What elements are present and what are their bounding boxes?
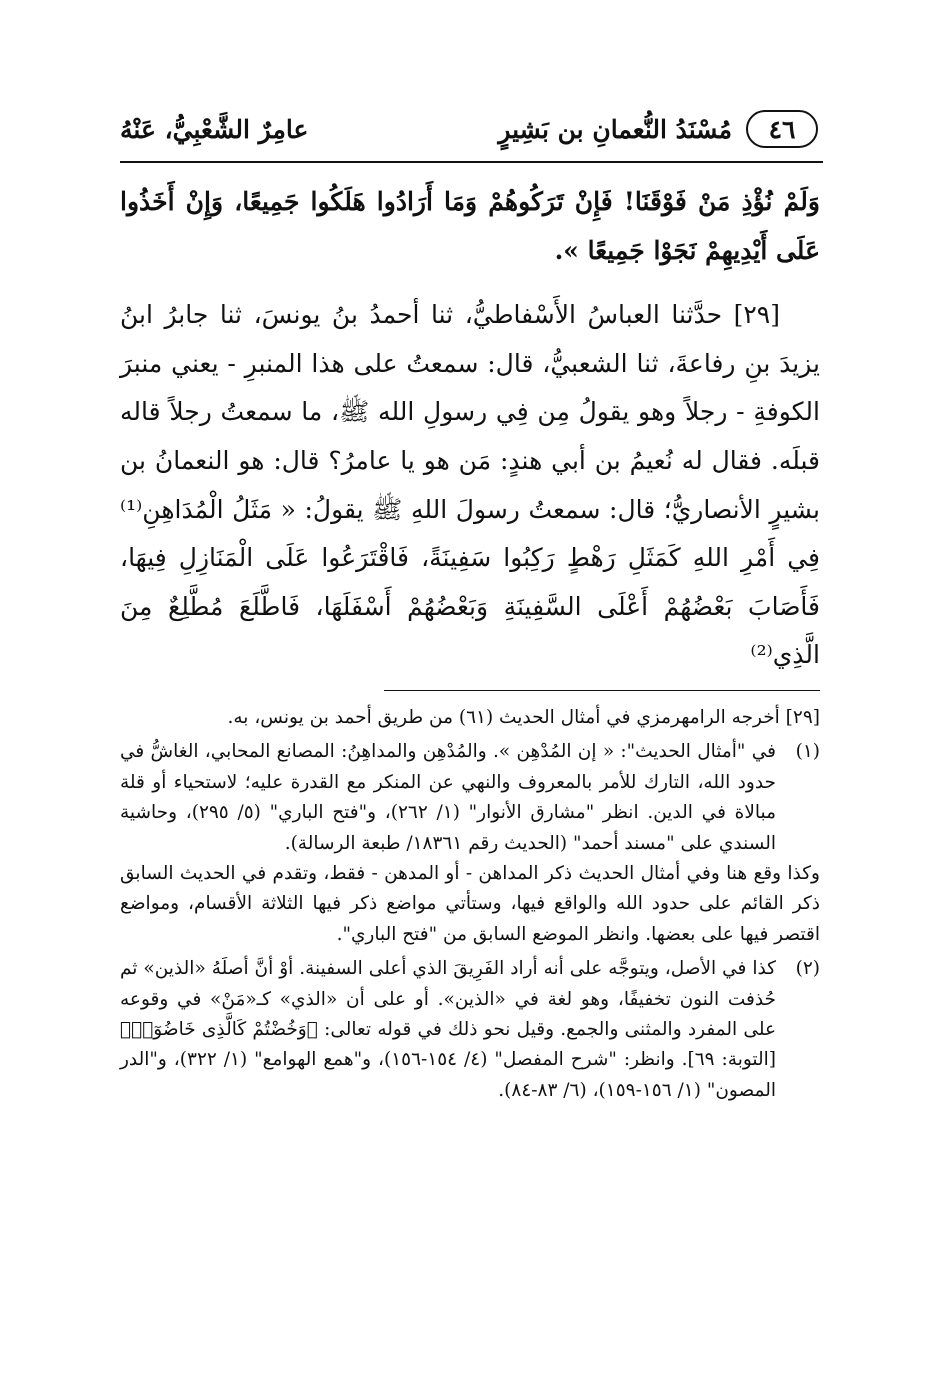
footnote-1 bbox=[120, 737, 820, 859]
footnote-2-marker: (٢) bbox=[795, 958, 820, 980]
running-header bbox=[120, 104, 818, 154]
page-number: ٤٦ bbox=[746, 110, 818, 148]
footnote-1-marker: (١) bbox=[795, 741, 820, 763]
header-divider bbox=[120, 161, 823, 163]
hadith-continuation: وَلَمْ نُؤْذِ مَنْ فَوْقَنَا! فَإِنْ تَرَكُوهُمْ وَمَا أَرَادُوا هَلَكُوا جَمِيعًا، وَإِنْ أَخَذُوا عَلَى أَيْدِيهِمْ نَجَوْا جَمِيعًا ». bbox=[120, 187, 820, 265]
header-chapter-title: عامِرٌ الشَّعْبِيُّ، عَنْهُ bbox=[120, 114, 309, 144]
footnote-2 bbox=[120, 954, 820, 1106]
footnote-1-text: في "أمثال الحديث": « إن المُدْهِن ». والمُدْهِن والمداهِنُ: المصانع المحابي، الغاشُّ في حدود الله، التارك للأمر بالمعروف والنهي عن المنكر مع القدرة عليه؛ لاستحياء أو قلة مبالاة في الدين. انظر "مشارق الأنوار" (١/ ٢٦٢)، و"فتح الباري" (٥/ ٢٩٥)، وحاشية السندي على "مسند أحمد" (الحديث رقم ١٨٣٦١/ طبعة الرسالة). bbox=[120, 741, 777, 854]
hadith-29-paragraph: [٢٩] حدَّثنا العباسُ الأَسْفاطيُّ، ثنا أحمدُ بنُ يونسَ، ثنا جابرُ ابنُ يزيدَ بنِ رفاعةَ، ثنا الشعبيُّ، قال: سمعتُ على هذا المنبرِ - يعني منبرَ الكوفةِ - رجلاً وهو يقولُ مِن فِي رسولِ الله ﷺ، ما سمعتُ رجلاً قاله قبلَه. فقال له نُعيمُ بن أبي هندٍ: مَن هو يا عامرُ؟ قال: هو النعمانُ بن بشيرٍ الأنصاريُّ؛ قال: سمعتُ رسولَ اللهِ ﷺ يقولُ: « مَثَلُ الْمُدَاهِنِ⁽¹⁾ فِي أَمْرِ اللهِ كَمَثَلِ رَهْطٍ رَكِبُوا سَفِينَةً، فَاقْتَرَعُوا عَلَى الْمَنَازِلِ فِيهَا، فَأَصَابَ بَعْضُهُمْ أَعْلَى السَّفِينَةِ وَبَعْضُهُمْ أَسْفَلَهَا، فَاطَّلَعَ مُطَّلِعٌ مِنَ الَّذِي⁽²⁾ bbox=[120, 300, 820, 670]
takhrij-note: [٢٩] أخرجه الرامهرمزي في أمثال الحديث (٦١) من طريق أحمد بن يونس، به. bbox=[227, 707, 820, 728]
footnotes bbox=[120, 703, 820, 1106]
footnote-2-text: كذا في الأصل، ويتوجَّه على أنه أراد الفَرِيقَ الذي أعلى السفينة. أوْ أنَّ أصلَهُ «الذين» ثم حُذفت النون تخفيفًا، وهو لغة في «الذين». أو على أن «الذي» كـ«مَنْ» في وقوعه على المفرد والمثنى والجمع. وقيل نحو ذلك في قوله تعالى: ﴿وَخُضْتُمْ كَالَّذِى خَاضُوٓا۟﴾ [التوبة: ٦٩]. وانظر: "شرح المفصل" (٤/ ١٥٤-١٥٦)، و"همع الهوامع" (١/ ٣٢٢)، و"الدر المصون" (١/ ١٥٦-١٥٩)، (٦/ ٨٣-٨٤). bbox=[120, 958, 776, 1101]
header-book-title: مُسْنَدُ النُّعمانِ بن بَشِيرٍ bbox=[498, 114, 732, 144]
footnote-1-continuation: وكذا وقع هنا وفي أمثال الحديث ذكر المداهن - أو المدهن - فقط، وتقدم في الحديث السابق ذكر القائم على حدود الله والواقع فيها، وستأتي مواضع ذكر فيها الثلاثة الأقسام، ومواضع اقتصر فيها على بعضها. وانظر الموضع السابق من "فتح الباري". bbox=[120, 863, 820, 945]
header-right-group bbox=[498, 110, 818, 148]
main-text bbox=[120, 178, 820, 680]
footnote-divider bbox=[384, 690, 820, 691]
